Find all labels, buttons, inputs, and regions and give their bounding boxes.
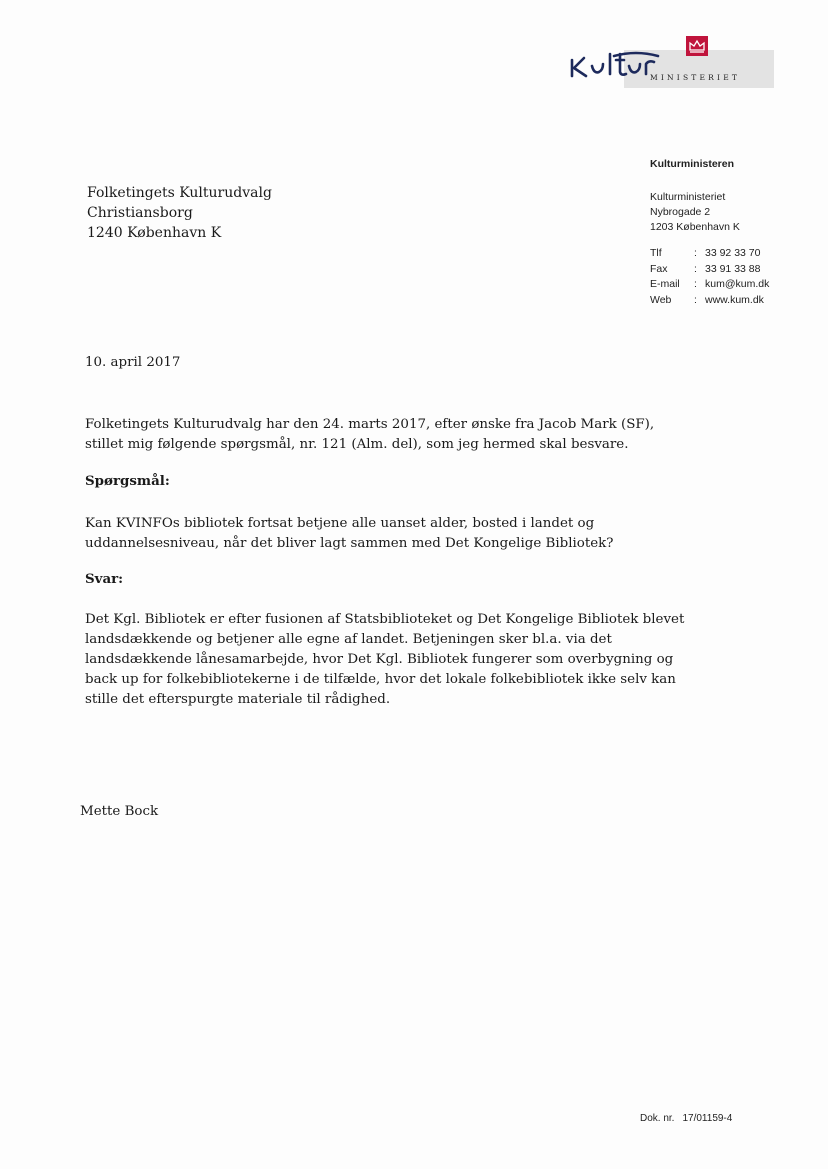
recipient-line: 1240 København K [87,225,222,241]
contact-row-fax [650,262,820,278]
question-paragraph [85,514,685,554]
answer-line: landsdækkende og betjener alle egne af landet. Betjeningen sker bl.a. via det [85,632,612,647]
recipient-address [87,183,272,243]
sender-address-line: Kulturministeriet [650,191,726,203]
contact-separator: : [694,293,697,306]
answer-line: stille det efterspurgte materiale til rådighed. [85,692,391,707]
contact-label: E-mail [650,278,680,291]
contact-separator: : [694,262,697,275]
contact-label: Web [650,293,672,306]
signature: Mette Bock [80,804,159,819]
contact-value: 33 91 33 88 [705,262,761,275]
document-number [640,1113,732,1124]
recipient-line: Folketingets Kulturudvalg [87,185,272,201]
contact-value: 33 92 33 70 [705,247,761,259]
contact-label: Fax [650,262,668,275]
logo-ministeriet-text: MINISTERIET [650,73,741,82]
contact-list [650,246,820,308]
answer-line: back up for folkebibliotekerne i de tilfælde, hvor det lokale folkebibliotek ikke selv kan [85,672,676,687]
contact-label: Tlf [650,247,662,259]
contact-row-web [650,293,820,309]
contact-row-phone [650,246,820,262]
sender-address-line: 1203 København K [650,221,740,233]
contact-value: www.kum.dk [705,293,764,306]
question-line: uddannelsesniveau, når det bliver lagt sammen med Det Kongelige Bibliotek? [85,536,614,551]
answer-line: Det Kgl. Bibliotek er efter fusionen af Statsbiblioteket og Det Kongelige Bibliotek blevet [85,612,685,627]
contact-separator: : [694,278,697,291]
intro-paragraph [85,415,685,455]
answer-heading: Svar: [85,571,124,587]
question-heading: Spørgsmål: [85,473,170,489]
sender-block [650,158,820,308]
doc-number-label: Dok. nr. [640,1113,675,1124]
sender-name: Kulturministeren [650,158,735,170]
contact-separator: : [694,247,697,259]
question-line: Kan KVINFOs bibliotek fortsat betjene alle uanset alder, bosted i landet og [85,516,595,531]
sender-address-line: Nybrogade 2 [650,206,711,218]
answer-line: landsdækkende lånesamarbejde, hvor Det Kgl. Bibliotek fungerer som overbygning og [85,652,674,667]
recipient-line: Christiansborg [87,205,193,221]
contact-value: kum@kum.dk [705,278,770,291]
contact-row-email [650,277,820,293]
intro-line: stillet mig følgende spørgsmål, nr. 121 (Alm. del), som jeg hermed skal besvare. [85,437,629,452]
answer-paragraph [85,610,685,710]
doc-number-value: 17/01159-4 [682,1113,733,1124]
kulturministeriet-logo [566,36,774,90]
letter-date: 10. april 2017 [85,355,181,370]
intro-line: Folketingets Kulturudvalg har den 24. marts 2017, efter ønske fra Jacob Mark (SF), [85,417,655,432]
crown-icon [686,36,708,56]
